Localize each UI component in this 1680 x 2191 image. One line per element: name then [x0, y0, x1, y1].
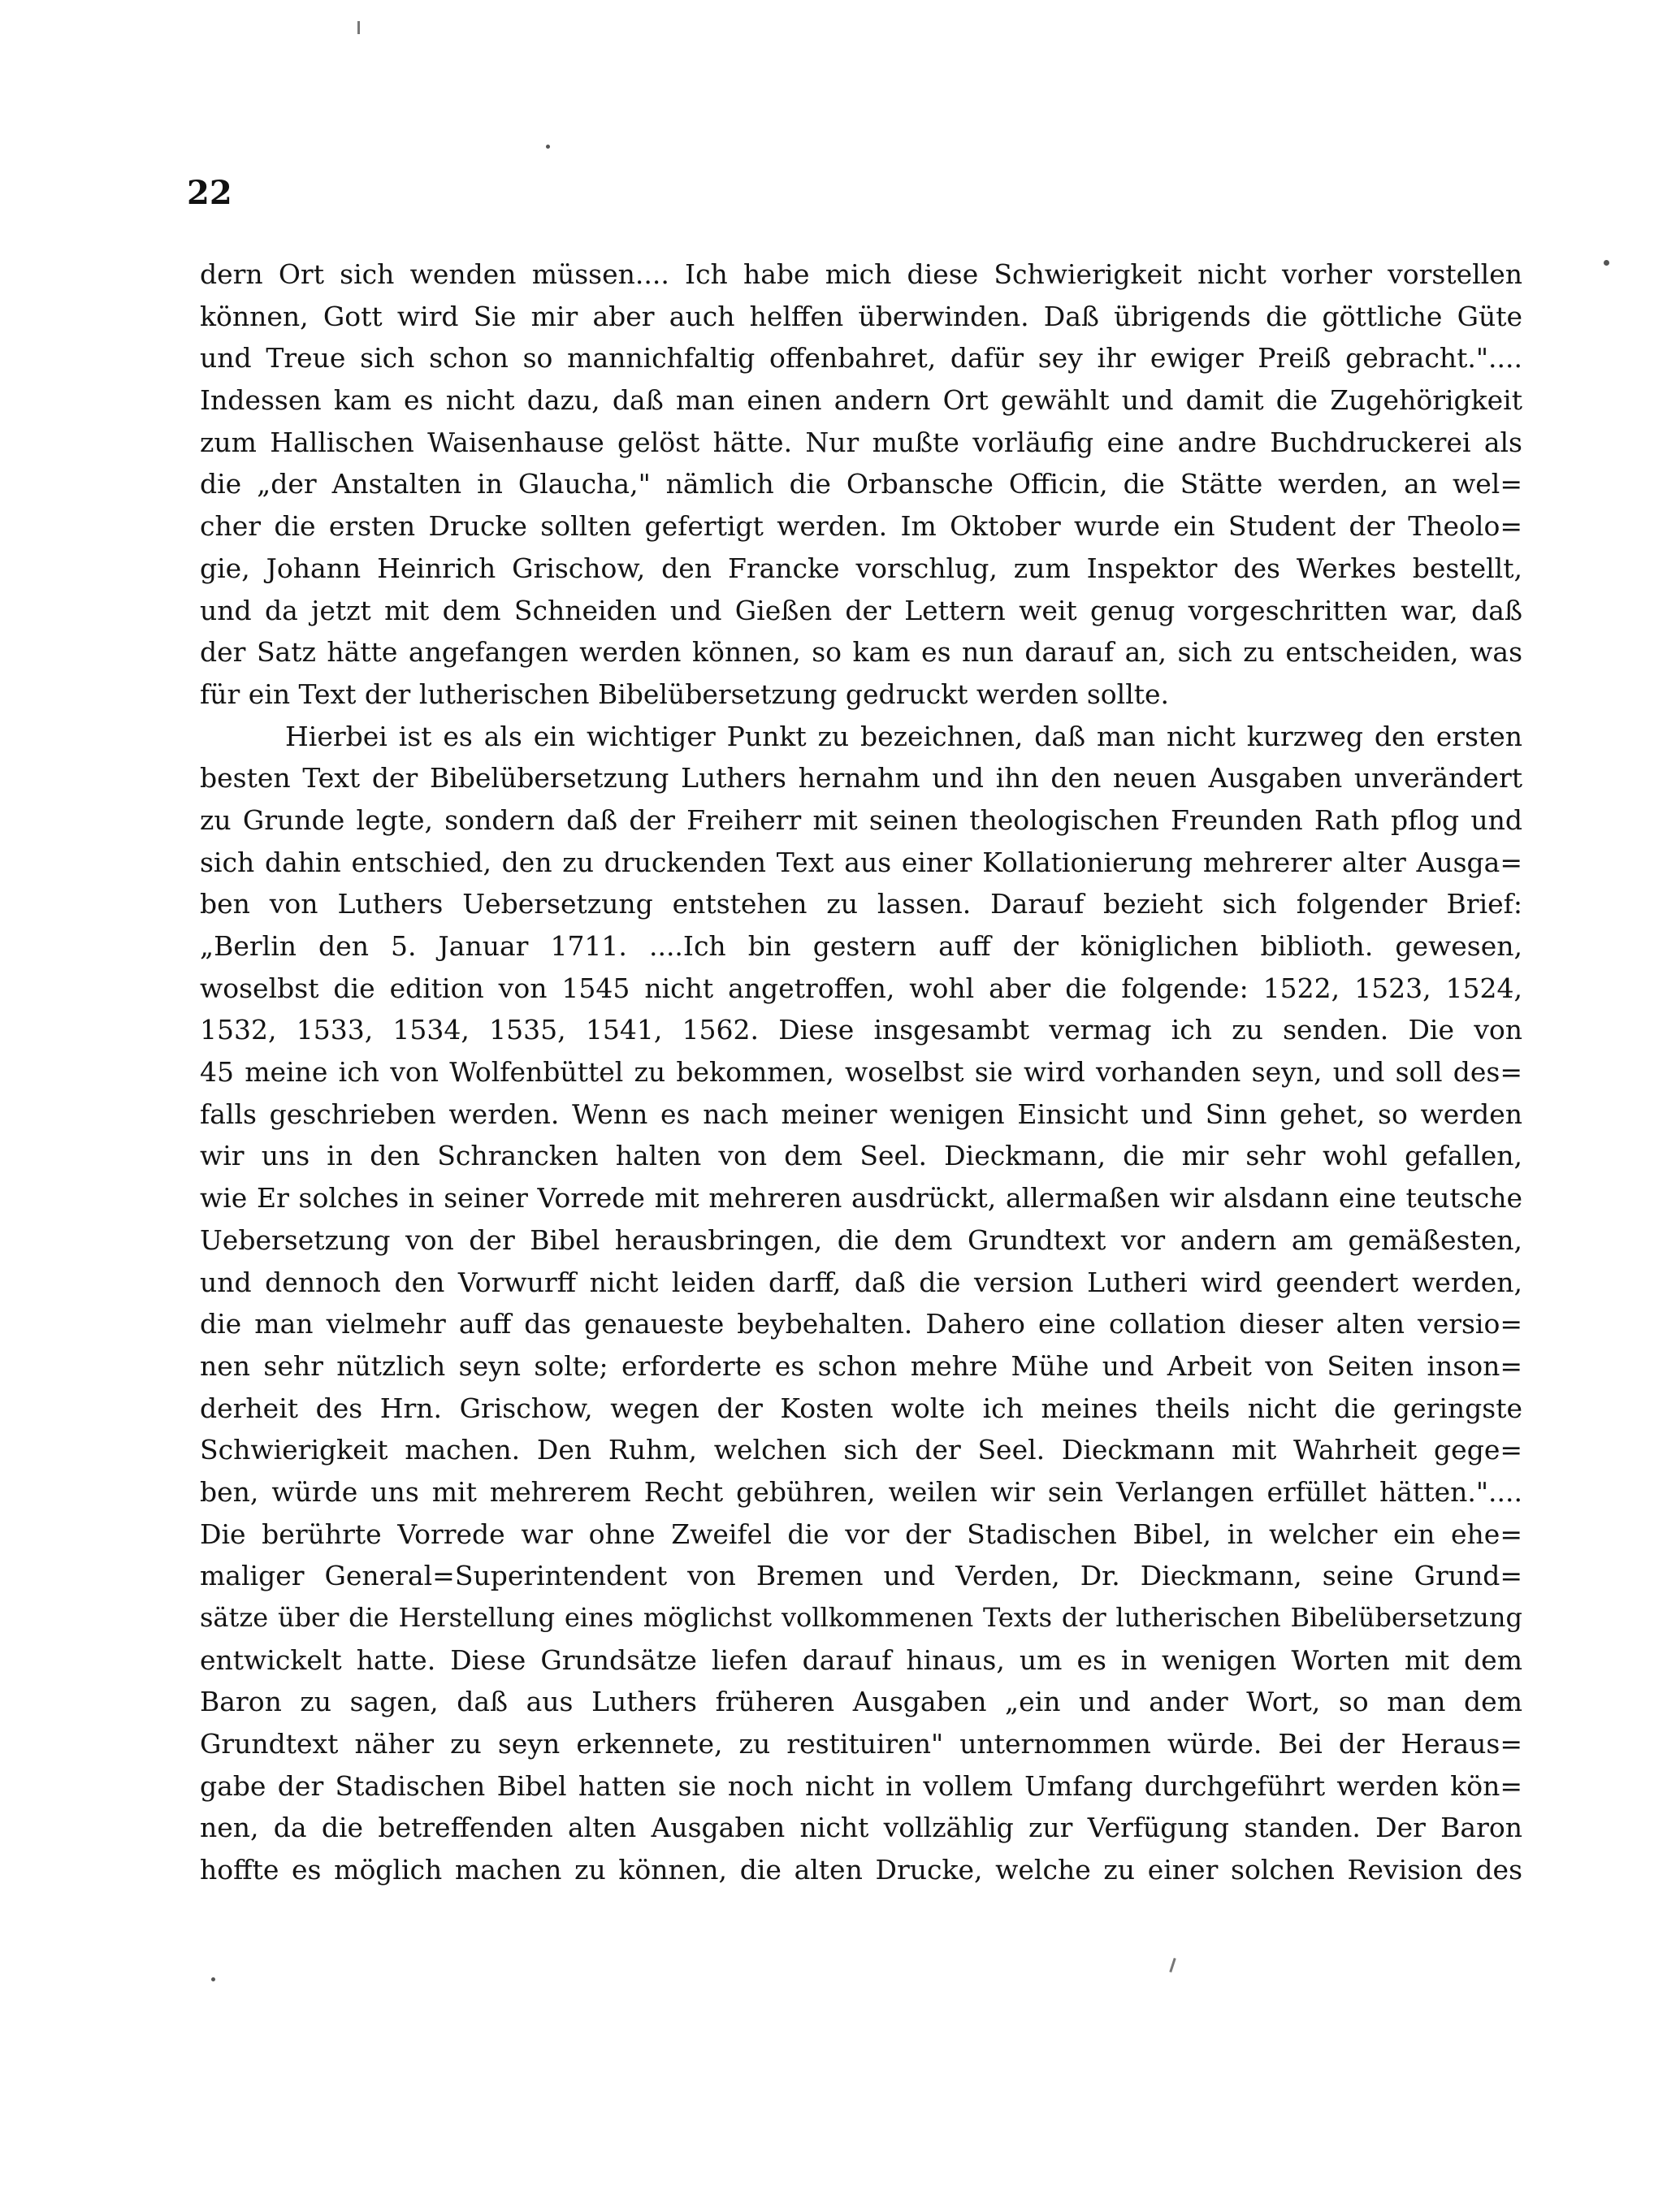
text-line: und dennoch den Vorwurff nicht leiden darff, daß die version Lutheri wird geendert werden, — [200, 1266, 1522, 1298]
text-line: „Berlin den 5. Januar 1711. ....Ich bin gestern auff der königlichen biblioth. gewesen, — [200, 930, 1522, 962]
text-line: die „der Anstalten in Glaucha," nämlich die Orbansche Officin, die Stätte werden, an wel= — [200, 468, 1522, 500]
text-line: gabe der Stadischen Bibel hatten sie noch nicht in vollem Umfang durchgeführt werden kön= — [200, 1769, 1522, 1802]
text-line: ben von Luthers Uebersetzung entstehen zu lassen. Darauf bezieht sich folgender Brief: — [200, 888, 1522, 920]
text-line: und da jetzt mit dem Schneiden und Gießen der Lettern weit genug vorgeschritten war, daß — [200, 594, 1522, 626]
text-line: der Satz hätte angefangen werden können, so kam es nun darauf an, sich zu entscheiden, was — [200, 636, 1522, 669]
text-line: zu Grunde legte, sondern daß der Freiherr mit seinen theologischen Freunden Rath pflog und — [200, 803, 1522, 836]
text-line: für ein Text der lutherischen Bibelübersetzung gedruckt werden sollte. — [200, 678, 1170, 710]
paragraph-first-line: Hierbei ist es als ein wichtiger Punkt zu bezeichnen, daß man nicht kurzweg den ersten — [285, 720, 1522, 752]
text-line: entwickelt hatte. Diese Grundsätze liefen darauf hinaus, um es in wenigen Worten mit dem — [200, 1643, 1522, 1676]
text-line: falls geschrieben werden. Wenn es nach meiner wenigen Einsicht und Sinn gehet, so werden — [200, 1098, 1522, 1130]
text-line: gie, Johann Heinrich Grischow, den Francke vorschlug, zum Inspektor des Werkes bestellt, — [200, 552, 1522, 584]
text-line: sich dahin entschied, den zu druckenden Text aus einer Kollationierung mehrerer alter Ausga= — [200, 846, 1522, 878]
text-line: derheit des Hrn. Grischow, wegen der Kosten wolte ich meines theils nicht die geringste — [200, 1392, 1522, 1424]
scan-mark — [357, 21, 360, 34]
text-line: zum Hallischen Waisenhause gelöst hätte. Nur mußte vorläufig eine andre Buchdruckerei als — [200, 426, 1522, 458]
text-line: nen sehr nützlich seyn solte; erforderte es schon mehre Mühe und Arbeit von Seiten inson= — [200, 1349, 1522, 1382]
text-line: die man vielmehr auff das genaueste beybehalten. Dahero eine collation dieser alten versio= — [200, 1308, 1522, 1340]
text-line: ben, würde uns mit mehrerem Recht gebühren, weilen wir sein Verlangen erfüllet hätten.".... — [200, 1475, 1522, 1508]
scan-speck — [211, 1977, 215, 1981]
text-line: dern Ort sich wenden müssen.... Ich habe mich diese Schwierigkeit nicht vorher vorstellen — [200, 258, 1522, 290]
text-line: sätze über die Herstellung eines möglichst vollkommenen Texts der lutherischen Bibelübersetzung — [200, 1602, 1522, 1633]
text-line: wie Er solches in seiner Vorrede mit mehreren ausdrückt, allermaßen wir alsdann eine teutsche — [200, 1182, 1522, 1215]
text-line: 1532, 1533, 1534, 1535, 1541, 1562. Diese insgesambt vermag ich zu senden. Die von — [200, 1014, 1522, 1046]
text-line: Indessen kam es nicht dazu, daß man einen andern Ort gewählt und damit die Zugehörigkeit — [200, 384, 1522, 417]
text-line: woselbst die edition von 1545 nicht angetroffen, wohl aber die folgende: 1522, 1523, 1524, — [200, 972, 1522, 1004]
text-line: nen, da die betreffenden alten Ausgaben nicht vollzählig zur Verfügung standen. Der Baron — [200, 1812, 1522, 1844]
text-line: Baron zu sagen, daß aus Luthers früheren Ausgaben „ein und ander Wort, so man dem — [200, 1686, 1522, 1718]
text-line: Uebersetzung von der Bibel herausbringen, die dem Grundtext vor andern am gemäßesten, — [200, 1223, 1522, 1256]
text-line: besten Text der Bibelübersetzung Luthers hernahm und ihn den neuen Ausgaben unverändert — [200, 762, 1522, 795]
scan-speck — [1604, 260, 1609, 266]
text-line: 45 meine ich von Wolfenbüttel zu bekommen, woselbst sie wird vorhanden seyn, und soll des= — [200, 1056, 1522, 1089]
text-line: wir uns in den Schrancken halten von dem Seel. Dieckmann, die mir sehr wohl gefallen, — [200, 1140, 1522, 1172]
page-number: 22 — [187, 174, 232, 212]
body-text — [200, 253, 1522, 1891]
text-line: cher die ersten Drucke sollten gefertigt werden. Im Oktober wurde ein Student der Theolo= — [200, 510, 1522, 543]
text-line: Grundtext näher zu seyn erkennete, zu restituiren" unternommen würde. Bei der Heraus= — [200, 1728, 1522, 1760]
text-line: maliger General=Superintendent von Bremen und Verden, Dr. Dieckmann, seine Grund= — [200, 1560, 1522, 1592]
scan-speck — [546, 145, 550, 149]
text-line: können, Gott wird Sie mir aber auch helffen überwinden. Daß übrigends die göttliche Güte — [200, 300, 1522, 332]
scan-mark — [1169, 1958, 1176, 1972]
text-line: hoffte es möglich machen zu können, die alten Drucke, welche zu einer solchen Revision des — [200, 1854, 1522, 1886]
text-line: Die berührte Vorrede war ohne Zweifel die vor der Stadischen Bibel, in welcher ein ehe= — [200, 1518, 1522, 1550]
text-line: Schwierigkeit machen. Den Ruhm, welchen sich der Seel. Dieckmann mit Wahrheit gege= — [200, 1434, 1522, 1466]
text-line: und Treue sich schon so mannichfaltig offenbahret, dafür sey ihr ewiger Preiß gebracht.".... — [200, 342, 1522, 375]
